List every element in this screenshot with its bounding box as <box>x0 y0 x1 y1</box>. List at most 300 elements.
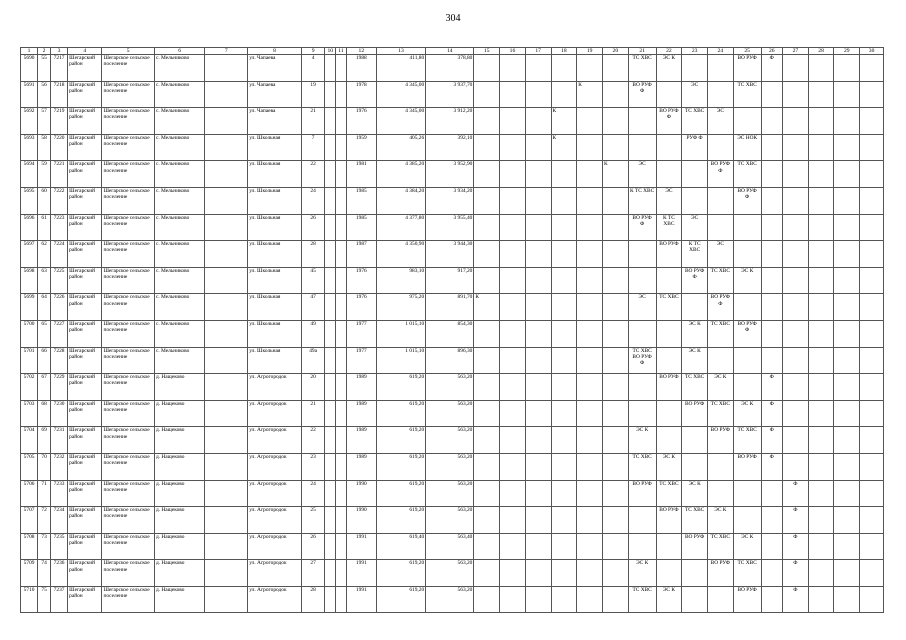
table-cell-col-21: ЭС К <box>628 427 656 454</box>
table-cell-col-8: ул. Агрогородок <box>248 427 302 454</box>
table-cell-col-3: 7232 <box>51 453 68 480</box>
table-cell-col-17 <box>525 480 551 507</box>
table-cell-col-9: 49 <box>301 320 325 347</box>
table-cell-col-8: ул. Школьная <box>248 241 302 268</box>
table-cell-col-8: ул. Агрогородок <box>248 374 302 401</box>
table-cell-col-9: 21 <box>301 108 325 135</box>
table-cell-col-14: 563,20 <box>426 560 474 587</box>
table-cell-col-6: д. Нащеково <box>154 480 204 507</box>
table-cell-col-14: 3 952,90 <box>426 161 474 188</box>
table-cell-col-25 <box>733 507 761 534</box>
table-cell-col-30 <box>860 400 884 427</box>
table-cell-col-13: 619,20 <box>376 480 425 507</box>
table-cell-col-5: Шегарское сельское поселение <box>102 55 155 82</box>
table-cell-col-2: 72 <box>38 507 51 534</box>
table-cell-col-28 <box>808 427 834 454</box>
column-header-11: 11 <box>336 48 347 55</box>
column-header-15: 15 <box>474 48 500 55</box>
table-cell-col-13: 4 345,00 <box>376 108 425 135</box>
table-cell-col-30 <box>860 347 884 374</box>
table-cell-col-20: К <box>602 161 628 188</box>
table-cell-col-9: 24 <box>301 187 325 214</box>
table-cell-col-30 <box>860 560 884 587</box>
table-cell-col-8: ул. Чапаева <box>248 108 302 135</box>
table-cell-col-5: Шегарское сельское поселение <box>102 533 155 560</box>
table-cell-col-20 <box>602 214 628 241</box>
table-cell-col-23: ТС ХВС <box>682 374 708 401</box>
table-cell-col-17 <box>525 427 551 454</box>
table-cell-col-3: 7221 <box>51 161 68 188</box>
table-cell-col-29 <box>834 533 860 560</box>
table-row <box>21 214 884 241</box>
table-cell-col-29 <box>834 108 860 135</box>
table-cell-col-25 <box>733 480 761 507</box>
table-cell-col-15 <box>474 533 500 560</box>
table-cell-col-25 <box>733 294 761 321</box>
table-cell-col-18 <box>551 320 577 347</box>
table-cell-col-8: ул. Школьная <box>248 214 302 241</box>
table-cell-col-5: Шегарское сельское поселение <box>102 187 155 214</box>
table-cell-col-14: 3 937,70 <box>426 81 474 108</box>
table-cell-col-21 <box>628 134 656 161</box>
table-cell-col-10 <box>325 480 336 507</box>
table-cell-col-23: ЭС <box>682 214 708 241</box>
table-row <box>21 533 884 560</box>
table-cell-col-28 <box>808 294 834 321</box>
table-cell-col-14: 3 955,40 <box>426 214 474 241</box>
table-cell-col-28 <box>808 533 834 560</box>
table-cell-col-10 <box>325 55 336 82</box>
column-header-18: 18 <box>551 48 577 55</box>
column-header-7: 7 <box>205 48 248 55</box>
table-row <box>21 161 884 188</box>
table-cell-col-28 <box>808 453 834 480</box>
table-cell-col-19 <box>577 347 603 374</box>
table-cell-col-18 <box>551 294 577 321</box>
table-cell-col-12: 1985 <box>346 214 376 241</box>
table-cell-col-8: ул. Чапаева <box>248 81 302 108</box>
table-cell-col-18 <box>551 400 577 427</box>
table-cell-col-29 <box>834 294 860 321</box>
table-cell-col-9: 20 <box>301 374 325 401</box>
table-cell-col-11 <box>336 347 347 374</box>
table-cell-col-22: ТС ХВС <box>656 480 682 507</box>
table-cell-col-6: д. Нащеково <box>154 453 204 480</box>
table-cell-col-22 <box>656 320 682 347</box>
table-row <box>21 294 884 321</box>
column-header-26: 26 <box>761 48 782 55</box>
table-cell-col-5: Шегарское сельское поселение <box>102 453 155 480</box>
table-cell-col-12: 1976 <box>346 267 376 294</box>
table-cell-col-15 <box>474 400 500 427</box>
table-cell-col-30 <box>860 161 884 188</box>
table-cell-col-5: Шегарское сельское поселение <box>102 134 155 161</box>
table-cell-col-7 <box>205 187 248 214</box>
table-cell-col-1: 5704 <box>21 427 38 454</box>
table-cell-col-2: 56 <box>38 81 51 108</box>
table-cell-col-15 <box>474 108 500 135</box>
table-cell-col-30 <box>860 108 884 135</box>
table-cell-col-28 <box>808 400 834 427</box>
table-row <box>21 267 884 294</box>
table-cell-col-20 <box>602 400 628 427</box>
table-row <box>21 134 884 161</box>
table-cell-col-11 <box>336 55 347 82</box>
table-cell-col-23: РУФ Ф <box>682 134 708 161</box>
table-cell-col-6: с. Мельниково <box>154 267 204 294</box>
table-cell-col-27 <box>783 108 809 135</box>
table-cell-col-26 <box>761 267 782 294</box>
table-cell-col-26 <box>761 81 782 108</box>
table-cell-col-25 <box>733 214 761 241</box>
table-cell-col-18 <box>551 347 577 374</box>
table-cell-col-29 <box>834 320 860 347</box>
table-cell-col-2: 74 <box>38 560 51 587</box>
table-cell-col-29 <box>834 134 860 161</box>
table-cell-col-15 <box>474 241 500 268</box>
table-cell-col-6: с. Мельниково <box>154 241 204 268</box>
table-cell-col-16 <box>500 560 526 587</box>
table-cell-col-24 <box>707 55 733 82</box>
table-cell-col-17 <box>525 214 551 241</box>
table-cell-col-30 <box>860 267 884 294</box>
table-row <box>21 81 884 108</box>
table-cell-col-9: 25 <box>301 507 325 534</box>
table-cell-col-17 <box>525 320 551 347</box>
table-cell-col-27 <box>783 267 809 294</box>
table-cell-col-26 <box>761 586 782 613</box>
table-cell-col-27 <box>783 427 809 454</box>
table-cell-col-26 <box>761 294 782 321</box>
table-cell-col-24: ЭС <box>707 108 733 135</box>
table-cell-col-10 <box>325 320 336 347</box>
table-cell-col-16 <box>500 320 526 347</box>
table-cell-col-1: 5700 <box>21 320 38 347</box>
table-cell-col-2: 60 <box>38 187 51 214</box>
table-cell-col-29 <box>834 453 860 480</box>
table-cell-col-23: ЭС К <box>682 347 708 374</box>
table-cell-col-22: ТС ХВС <box>656 294 682 321</box>
table-cell-col-20 <box>602 533 628 560</box>
table-cell-col-23 <box>682 586 708 613</box>
table-cell-col-16 <box>500 241 526 268</box>
table-cell-col-9: 22 <box>301 161 325 188</box>
table-cell-col-18 <box>551 507 577 534</box>
table-cell-col-20 <box>602 187 628 214</box>
table-cell-col-30 <box>860 187 884 214</box>
table-cell-col-7 <box>205 241 248 268</box>
column-header-8: 8 <box>248 48 302 55</box>
table-cell-col-10 <box>325 507 336 534</box>
column-header-1: 1 <box>21 48 38 55</box>
table-cell-col-26 <box>761 134 782 161</box>
table-cell-col-3: 7227 <box>51 320 68 347</box>
table-cell-col-6: с. Мельниково <box>154 81 204 108</box>
table-cell-col-7 <box>205 533 248 560</box>
table-cell-col-29 <box>834 214 860 241</box>
table-cell-col-9: 49а <box>301 347 325 374</box>
table-row <box>21 241 884 268</box>
table-cell-col-26 <box>761 241 782 268</box>
table-cell-col-16 <box>500 427 526 454</box>
table-cell-col-7 <box>205 134 248 161</box>
table-cell-col-22 <box>656 81 682 108</box>
table-cell-col-20 <box>602 267 628 294</box>
table-cell-col-2: 65 <box>38 320 51 347</box>
table-cell-col-4: Шегарский район <box>68 241 102 268</box>
table-cell-col-17 <box>525 187 551 214</box>
column-header-24: 24 <box>707 48 733 55</box>
table-cell-col-15 <box>474 374 500 401</box>
table-cell-col-12: 1991 <box>346 533 376 560</box>
table-cell-col-30 <box>860 427 884 454</box>
table-cell-col-1: 5697 <box>21 241 38 268</box>
table-cell-col-6: д. Нащеково <box>154 533 204 560</box>
table-cell-col-16 <box>500 108 526 135</box>
table-cell-col-19 <box>577 108 603 135</box>
table-cell-col-18 <box>551 427 577 454</box>
table-cell-col-7 <box>205 294 248 321</box>
table-cell-col-19 <box>577 374 603 401</box>
table-cell-col-2: 67 <box>38 374 51 401</box>
table-cell-col-27: Ф <box>783 560 809 587</box>
table-cell-col-20 <box>602 507 628 534</box>
table-cell-col-4: Шегарский район <box>68 374 102 401</box>
table-cell-col-13: 619,20 <box>376 507 425 534</box>
table-cell-col-25 <box>733 108 761 135</box>
table-cell-col-17 <box>525 134 551 161</box>
table-cell-col-5: Шегарское сельское поселение <box>102 81 155 108</box>
table-cell-col-4: Шегарский район <box>68 453 102 480</box>
table-cell-col-11 <box>336 241 347 268</box>
table-cell-col-25: ТС ХВС <box>733 560 761 587</box>
table-cell-col-29 <box>834 161 860 188</box>
table-cell-col-6: д. Нащеково <box>154 586 204 613</box>
table-cell-col-12: 1987 <box>346 241 376 268</box>
table-cell-col-29 <box>834 241 860 268</box>
table-row <box>21 320 884 347</box>
table-cell-col-21: ЭС <box>628 161 656 188</box>
table-cell-col-8: ул. Школьная <box>248 161 302 188</box>
table-cell-col-12: 1988 <box>346 55 376 82</box>
table-cell-col-27 <box>783 55 809 82</box>
table-cell-col-24 <box>707 134 733 161</box>
table-cell-col-13: 4 345,00 <box>376 81 425 108</box>
table-cell-col-5: Шегарское сельское поселение <box>102 320 155 347</box>
table-cell-col-15: К <box>474 294 500 321</box>
table-cell-col-21: ВО РУФ Ф <box>628 214 656 241</box>
table-cell-col-1: 5690 <box>21 55 38 82</box>
column-number-row <box>21 48 884 55</box>
table-cell-col-20 <box>602 108 628 135</box>
table-cell-col-6: д. Нащеково <box>154 374 204 401</box>
table-cell-col-1: 5692 <box>21 108 38 135</box>
table-cell-col-27 <box>783 320 809 347</box>
table-cell-col-3: 7225 <box>51 267 68 294</box>
table-cell-col-10 <box>325 294 336 321</box>
table-cell-col-3: 7230 <box>51 400 68 427</box>
table-cell-col-12: 1977 <box>346 320 376 347</box>
table-cell-col-15 <box>474 55 500 82</box>
table-cell-col-3: 7236 <box>51 560 68 587</box>
table-cell-col-27: Ф <box>783 480 809 507</box>
table-cell-col-10 <box>325 187 336 214</box>
table-cell-col-3: 7234 <box>51 507 68 534</box>
table-cell-col-15 <box>474 453 500 480</box>
table-cell-col-23 <box>682 187 708 214</box>
table-cell-col-3: 7222 <box>51 187 68 214</box>
table-cell-col-3: 7218 <box>51 81 68 108</box>
table-cell-col-18 <box>551 480 577 507</box>
table-cell-col-6: д. Нащеково <box>154 427 204 454</box>
table-cell-col-3: 7220 <box>51 134 68 161</box>
table-cell-col-27 <box>783 294 809 321</box>
table-cell-col-17 <box>525 267 551 294</box>
table-cell-col-21 <box>628 108 656 135</box>
table-cell-col-12: 1989 <box>346 374 376 401</box>
column-header-19: 19 <box>577 48 603 55</box>
table-cell-col-19 <box>577 320 603 347</box>
table-cell-col-13: 4 377,80 <box>376 214 425 241</box>
table-cell-col-9: 26 <box>301 214 325 241</box>
table-cell-col-26: Ф <box>761 400 782 427</box>
housing-register-table <box>20 47 884 613</box>
table-cell-col-27 <box>783 400 809 427</box>
table-cell-col-19 <box>577 427 603 454</box>
table-cell-col-24: ВО РУФ <box>707 427 733 454</box>
table-cell-col-4: Шегарский район <box>68 187 102 214</box>
table-cell-col-18 <box>551 560 577 587</box>
table-cell-col-28 <box>808 108 834 135</box>
table-cell-col-19 <box>577 507 603 534</box>
table-cell-col-25: ЭС К <box>733 267 761 294</box>
table-cell-col-25: ТС ХВС <box>733 161 761 188</box>
table-cell-col-11 <box>336 560 347 587</box>
table-cell-col-6: с. Мельниково <box>154 55 204 82</box>
table-cell-col-27: Ф <box>783 586 809 613</box>
table-cell-col-25: ТС ХВС <box>733 81 761 108</box>
table-cell-col-10 <box>325 453 336 480</box>
table-cell-col-18 <box>551 586 577 613</box>
table-cell-col-26: Ф <box>761 374 782 401</box>
table-cell-col-19 <box>577 480 603 507</box>
table-cell-col-24: ЭС К <box>707 374 733 401</box>
table-cell-col-27: Ф <box>783 533 809 560</box>
table-cell-col-26 <box>761 214 782 241</box>
table-cell-col-5: Шегарское сельское поселение <box>102 347 155 374</box>
table-cell-col-17 <box>525 55 551 82</box>
column-header-21: 21 <box>628 48 656 55</box>
table-cell-col-10 <box>325 81 336 108</box>
table-row <box>21 427 884 454</box>
table-cell-col-16 <box>500 267 526 294</box>
table-cell-col-8: ул. Агрогородок <box>248 533 302 560</box>
table-cell-col-13: 619,40 <box>376 533 425 560</box>
table-cell-col-10 <box>325 560 336 587</box>
table-cell-col-4: Шегарский район <box>68 320 102 347</box>
table-row <box>21 507 884 534</box>
table-cell-col-26 <box>761 560 782 587</box>
table-cell-col-10 <box>325 134 336 161</box>
table-cell-col-11 <box>336 108 347 135</box>
table-cell-col-28 <box>808 134 834 161</box>
table-cell-col-4: Шегарский район <box>68 560 102 587</box>
table-cell-col-8: ул. Школьная <box>248 320 302 347</box>
table-cell-col-1: 5708 <box>21 533 38 560</box>
table-cell-col-20 <box>602 453 628 480</box>
table-cell-col-27 <box>783 214 809 241</box>
table-cell-col-3: 7224 <box>51 241 68 268</box>
table-cell-col-24 <box>707 214 733 241</box>
table-cell-col-28 <box>808 267 834 294</box>
table-cell-col-8: ул. Агрогородок <box>248 453 302 480</box>
table-cell-col-10 <box>325 108 336 135</box>
table-cell-col-12: 1989 <box>346 400 376 427</box>
table-cell-col-19 <box>577 294 603 321</box>
table-cell-col-22: ЭС <box>656 187 682 214</box>
table-cell-col-12: 1978 <box>346 81 376 108</box>
table-cell-col-4: Шегарский район <box>68 586 102 613</box>
column-header-10: 10 <box>325 48 336 55</box>
table-cell-col-28 <box>808 586 834 613</box>
table-cell-col-6: д. Нащеково <box>154 400 204 427</box>
table-cell-col-9: 23 <box>301 453 325 480</box>
table-cell-col-17 <box>525 161 551 188</box>
table-cell-col-16 <box>500 187 526 214</box>
table-cell-col-30 <box>860 507 884 534</box>
table-cell-col-22 <box>656 400 682 427</box>
table-cell-col-28 <box>808 161 834 188</box>
table-cell-col-10 <box>325 427 336 454</box>
table-cell-col-22 <box>656 267 682 294</box>
table-cell-col-27: Ф <box>783 507 809 534</box>
table-cell-col-26 <box>761 480 782 507</box>
table-cell-col-5: Шегарское сельское поселение <box>102 400 155 427</box>
table-cell-col-25: ЭС К <box>733 400 761 427</box>
table-cell-col-11 <box>336 533 347 560</box>
table-cell-col-24: ЭС К <box>707 507 733 534</box>
table-cell-col-14: 563,20 <box>426 586 474 613</box>
table-cell-col-4: Шегарский район <box>68 267 102 294</box>
table-cell-col-21: ЭС <box>628 294 656 321</box>
table-cell-col-4: Шегарский район <box>68 533 102 560</box>
table-cell-col-28 <box>808 214 834 241</box>
table-cell-col-24 <box>707 187 733 214</box>
table-cell-col-14: 563,20 <box>426 427 474 454</box>
table-cell-col-2: 73 <box>38 533 51 560</box>
table-cell-col-19: К <box>577 81 603 108</box>
table-cell-col-1: 5695 <box>21 187 38 214</box>
table-cell-col-2: 69 <box>38 427 51 454</box>
table-cell-col-29 <box>834 427 860 454</box>
table-cell-col-30 <box>860 453 884 480</box>
table-cell-col-14: 891,70 <box>426 294 474 321</box>
table-cell-col-5: Шегарское сельское поселение <box>102 241 155 268</box>
table-cell-col-12: 1985 <box>346 187 376 214</box>
table-cell-col-12: 1991 <box>346 560 376 587</box>
table-cell-col-19 <box>577 560 603 587</box>
table-cell-col-6: с. Мельниково <box>154 214 204 241</box>
table-cell-col-15 <box>474 81 500 108</box>
column-header-25: 25 <box>733 48 761 55</box>
table-cell-col-2: 68 <box>38 400 51 427</box>
table-cell-col-30 <box>860 374 884 401</box>
table-cell-col-17 <box>525 108 551 135</box>
column-header-14: 14 <box>426 48 474 55</box>
table-cell-col-12: 1976 <box>346 108 376 135</box>
table-cell-col-29 <box>834 55 860 82</box>
table-cell-col-29 <box>834 400 860 427</box>
